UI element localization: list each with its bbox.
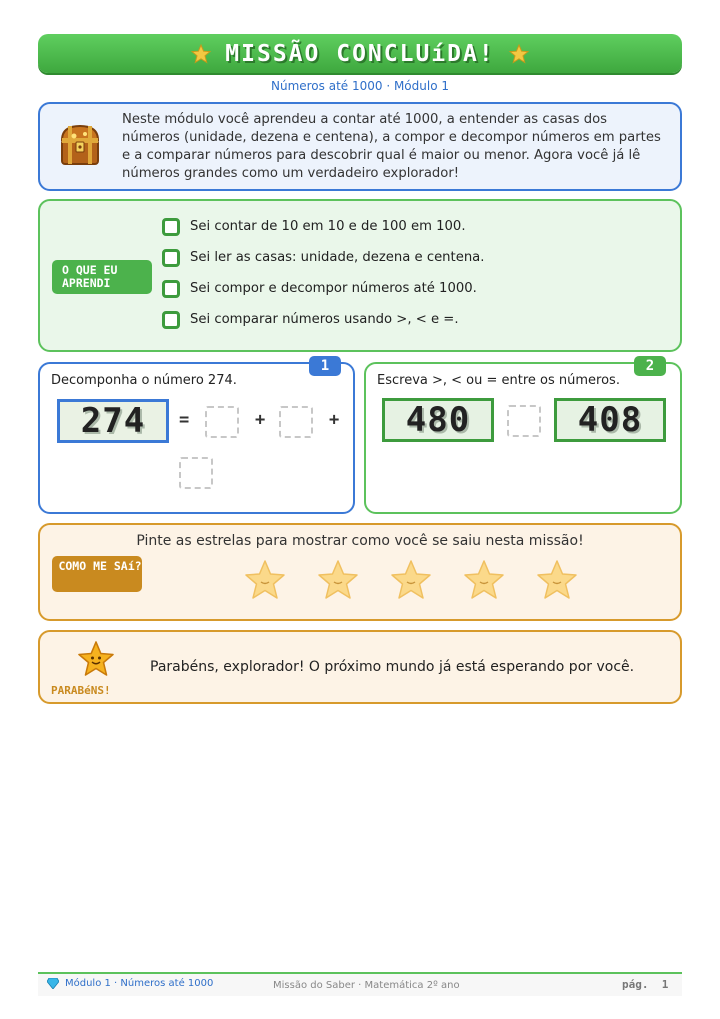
plus-sign: + [329, 410, 340, 430]
checkbox[interactable] [162, 218, 180, 236]
gem-icon [47, 978, 59, 989]
congrats-panel [38, 630, 682, 704]
rating-panel [38, 523, 682, 621]
comparison-answer-box[interactable] [507, 405, 541, 437]
exercise-1-panel [38, 358, 355, 514]
footer-page [622, 978, 668, 991]
checkbox[interactable] [162, 311, 180, 329]
star-icon[interactable] [536, 558, 578, 604]
answer-box[interactable] [205, 406, 239, 438]
star-icon[interactable] [317, 558, 359, 604]
learned-panel [38, 199, 682, 352]
congrats-text: Parabéns, explorador! O próximo mundo já está esperando por você. [150, 659, 635, 675]
footer-course: Missão do Saber · Matemática 2º ano [273, 980, 460, 991]
star-rating [244, 558, 578, 604]
exercise-1-badge: 1 [309, 356, 341, 376]
checklist-item [162, 273, 484, 304]
checkbox[interactable] [162, 249, 180, 267]
footer-module-text: Módulo 1 · Números até 1000 [65, 978, 214, 989]
checklist-text: Sei ler as casas: unidade, dezena e centena. [190, 250, 485, 265]
plus-sign: + [255, 410, 266, 430]
page-number: 1 [661, 978, 669, 991]
star-icon[interactable] [390, 558, 432, 604]
checklist-text: Sei comparar números usando >, < e =. [190, 312, 459, 327]
star-icon [509, 44, 529, 64]
checkbox[interactable] [162, 280, 180, 298]
title-banner [38, 34, 682, 73]
footer-module [47, 978, 213, 989]
star-icon[interactable] [244, 558, 286, 604]
exercise-2-badge: 2 [634, 356, 666, 376]
intro-panel [38, 102, 682, 191]
page-subtitle: Números até 1000 · Módulo 1 [270, 79, 449, 93]
star-icon[interactable] [463, 558, 505, 604]
star-mascot-icon [78, 640, 114, 680]
congrats-label: PARABéNS! [51, 684, 111, 697]
rating-label: COMO ME SAí? [52, 556, 142, 592]
checklist-item [162, 242, 484, 273]
exercise-2-panel [364, 358, 682, 514]
checklist-item [162, 304, 484, 335]
checklist-text: Sei compor e decompor números até 1000. [190, 281, 477, 296]
learned-label: O QUE EU APRENDI [52, 260, 152, 294]
rating-instruction: Pinte as estrelas para mostrar como você se saiu nesta missão! [136, 533, 584, 549]
intro-text: Neste módulo você aprendeu a contar até 1000, a entender as casas dos números (unidade, dezena e centena), a compor e decompor números em partes e a comparar números para descobrir qual é maior ou menor. Agora você já lê números grandes como um verdadeiro explorador! [122, 112, 661, 181]
left-number-display: 480 [382, 398, 494, 442]
answer-box[interactable] [179, 457, 213, 489]
answer-box[interactable] [279, 406, 313, 438]
star-icon [191, 44, 211, 64]
number-display: 274 [57, 399, 169, 443]
treasure-chest-icon [58, 122, 102, 168]
equals-sign: = [179, 410, 190, 430]
exercise-1-instruction: Decomponha o número 274. [51, 373, 237, 388]
page-label: pág. [622, 978, 649, 991]
right-number-display: 408 [554, 398, 666, 442]
checklist-text: Sei contar de 10 em 10 e de 100 em 100. [190, 219, 466, 234]
checklist-item [162, 211, 484, 242]
exercise-2-instruction: Escreva >, < ou = entre os números. [377, 373, 620, 388]
page-title: MISSÃO CONCLUíDA! [225, 40, 495, 67]
checklist [162, 211, 484, 335]
